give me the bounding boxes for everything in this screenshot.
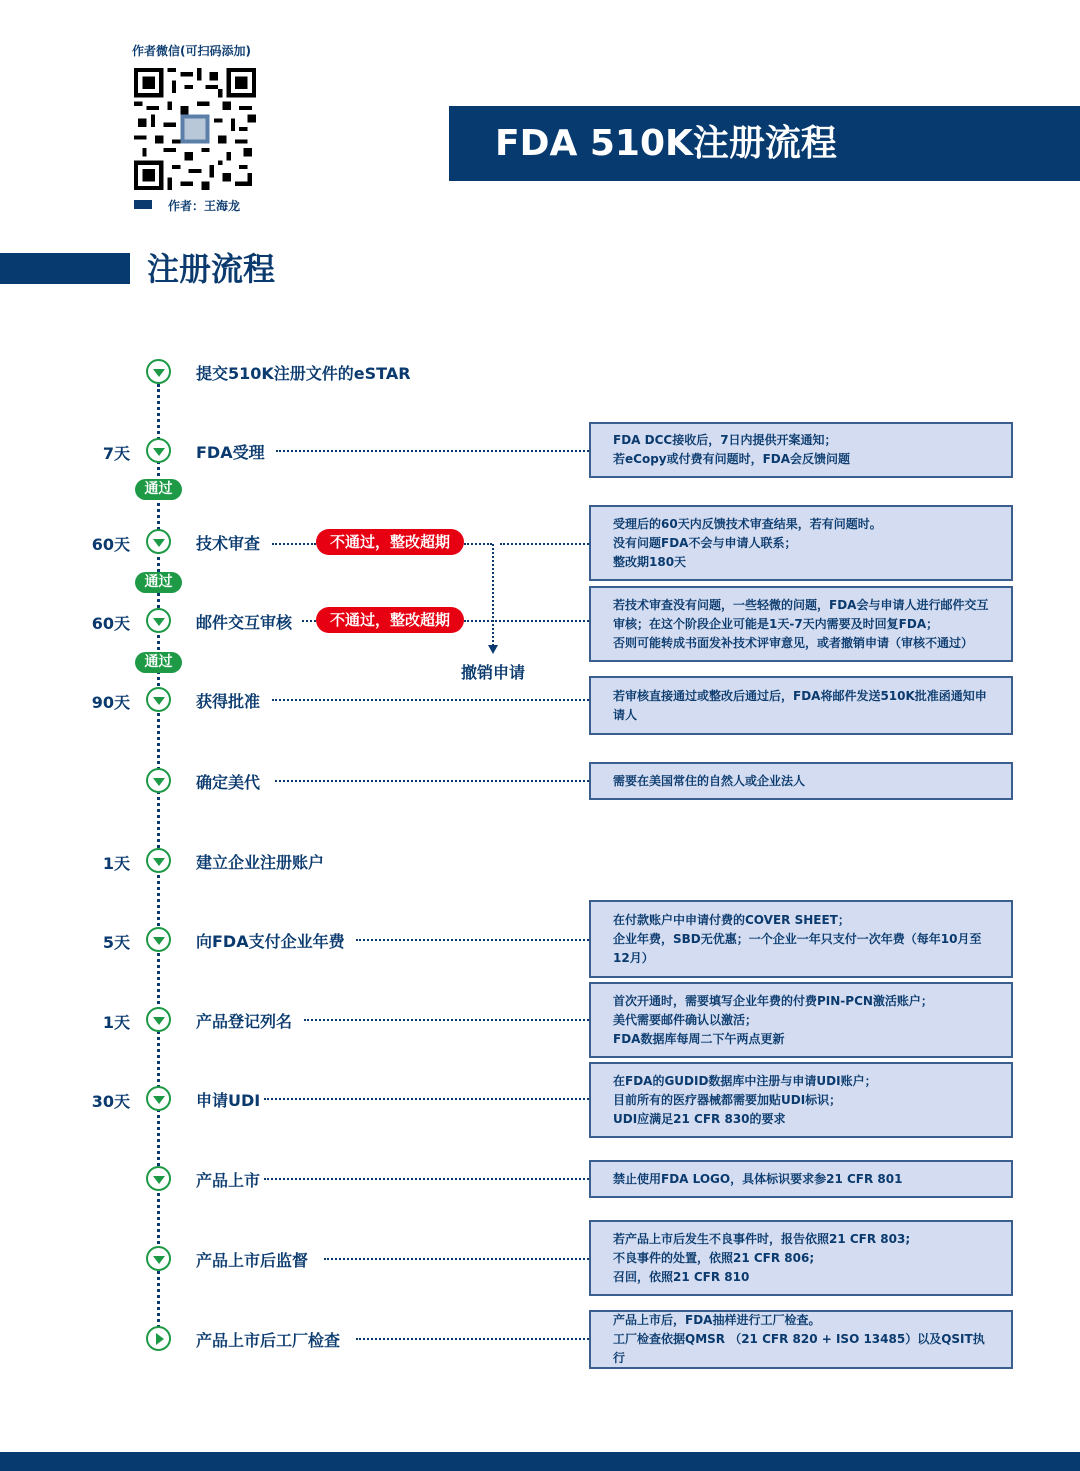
chevron-down-circle-icon — [146, 359, 171, 384]
step-days: 1天 — [102, 854, 130, 873]
step-label: 邮件交互审核 — [196, 613, 293, 632]
step-label: 获得批准 — [196, 692, 261, 711]
note-box — [589, 422, 1013, 478]
connector-line — [464, 543, 492, 545]
author-marker — [134, 200, 152, 209]
chevron-down-circle-icon — [146, 687, 171, 712]
note-line: FDA数据库每周二下午两点更新 — [613, 1031, 785, 1046]
section-accent-bar — [0, 253, 130, 284]
withdraw-branch-line — [492, 544, 494, 646]
step-label: 建立企业注册账户 — [196, 853, 325, 872]
note-line: 若eCopy或付费有问题时，FDA会反馈问题 — [613, 452, 851, 466]
chevron-down-circle-icon — [146, 438, 171, 463]
qr-caption: 作者微信(可扫码添加) — [132, 44, 251, 58]
note-box — [589, 1062, 1013, 1138]
step-days: 1天 — [102, 1013, 130, 1032]
chevron-down-circle-icon — [146, 768, 171, 793]
section-title: 注册流程 — [147, 250, 276, 288]
chevron-down-circle-icon — [146, 1086, 171, 1111]
pass-badge: 通过 — [135, 479, 182, 500]
step-label: 产品上市后工厂检查 — [196, 1331, 341, 1350]
note-box — [589, 1160, 1013, 1198]
author-name: 作者：王海龙 — [168, 199, 241, 213]
connector-line — [275, 780, 589, 782]
step-establishment-account — [0, 848, 600, 874]
note-line: 目前所有的医疗器械都需要加贴UDI标识； — [613, 1092, 842, 1107]
note-box — [589, 900, 1013, 978]
step-days: 60天 — [91, 614, 130, 633]
note-box — [589, 676, 1013, 735]
note-line: UDI应满足21 CFR 830的要求 — [613, 1111, 786, 1126]
chevron-down-circle-icon — [146, 529, 171, 554]
step-days: 30天 — [91, 1092, 130, 1111]
note-box — [589, 505, 1013, 581]
connector-line — [356, 939, 589, 941]
note-line: FDA DCC接收后，7日内提供开案通知； — [613, 433, 837, 447]
chevron-down-circle-icon — [146, 1246, 171, 1271]
connector-line — [500, 543, 589, 545]
step-label: 提交510K注册文件的eSTAR — [196, 364, 411, 383]
connector-line — [304, 1019, 589, 1021]
note-line: 美代需要邮件确认以激活； — [613, 1012, 758, 1027]
note-line: 在FDA的GUDID数据库中注册与申请UDI账户； — [613, 1073, 877, 1088]
note-line: 若技术审查没有问题，一些轻微的问题，FDA会与申请人进行邮件交互审核；在这个阶段企业可能是1天-7天内需要及时回复FDA； — [613, 597, 989, 631]
play-circle-icon — [146, 1326, 171, 1351]
chevron-down-circle-icon — [146, 927, 171, 952]
step-label: 向FDA支付企业年费 — [196, 932, 345, 951]
step-label: 确定美代 — [196, 773, 261, 792]
step-label: 产品登记列名 — [196, 1012, 293, 1031]
page-title: FDA 510K注册流程 — [449, 106, 1080, 181]
note-line: 若产品上市后发生不良事件时，报告依照21 CFR 803; — [613, 1231, 911, 1246]
note-line: 受理后的60天内反馈技术审查结果，若有问题时。 — [613, 516, 882, 531]
connector-line — [264, 1178, 589, 1180]
step-technical-review — [0, 529, 600, 555]
note-box — [589, 586, 1013, 662]
connector-line — [272, 699, 589, 701]
step-days: 7天 — [102, 444, 130, 463]
note-line: 工厂检查依据QMSR （21 CFR 820 + ISO 13485）以及QSIT执行 — [613, 1332, 985, 1365]
wechat-qr-code[interactable] — [134, 68, 256, 190]
note-line: 企业年费，SBD无优惠；一个企业一年只支付一次年费（每年10月至12月） — [613, 931, 982, 965]
step-days: 60天 — [91, 535, 130, 554]
step-submit-estar — [0, 359, 600, 385]
chevron-down-circle-icon — [146, 1166, 171, 1191]
fail-badge: 不通过，整改超期 — [316, 529, 464, 555]
withdraw-label: 撤销申请 — [461, 663, 526, 682]
connector-line — [324, 1258, 589, 1260]
note-line: 禁止使用FDA LOGO，具体标识要求参21 CFR 801 — [613, 1171, 903, 1186]
step-label: 产品上市后监督 — [196, 1251, 309, 1270]
connector-line — [356, 1338, 589, 1340]
connector-line — [302, 620, 316, 622]
note-line: 若审核直接通过或整改后通过后，FDA将邮件发送510K批准函通知申请人 — [613, 688, 987, 722]
footer-bar — [0, 1452, 1080, 1471]
arrow-down-icon — [488, 645, 498, 654]
fail-badge: 不通过，整改超期 — [316, 607, 464, 633]
step-label: 申请UDI — [196, 1091, 261, 1110]
pass-badge: 通过 — [135, 572, 182, 593]
step-days: 5天 — [102, 933, 130, 952]
note-line: 没有问题FDA不会与申请人联系； — [613, 535, 797, 550]
connector-line — [276, 450, 589, 452]
note-line: 在付款账户中申请付费的COVER SHEET； — [613, 912, 850, 927]
note-line: 需要在美国常住的自然人或企业法人 — [613, 773, 806, 788]
note-box — [589, 1220, 1013, 1296]
note-box — [589, 982, 1013, 1058]
step-days: 90天 — [91, 693, 130, 712]
note-line: 首次开通时，需要填写企业年费的付费PIN-PCN激活账户； — [613, 993, 933, 1008]
chevron-down-circle-icon — [146, 1007, 171, 1032]
note-line: 否则可能转成书面发补技术评审意见，或者撤销申请（审核不通过） — [613, 635, 974, 650]
connector-line — [272, 543, 316, 545]
note-box — [589, 762, 1013, 800]
connector-line — [464, 620, 589, 622]
note-line: 不良事件的处置，依照21 CFR 806; — [613, 1250, 815, 1265]
step-label: 技术审查 — [196, 534, 261, 553]
step-label: FDA受理 — [196, 443, 265, 462]
pass-badge: 通过 — [135, 652, 182, 673]
note-line: 召回，依照21 CFR 810 — [613, 1269, 750, 1284]
step-label: 产品上市 — [196, 1171, 261, 1190]
chevron-down-circle-icon — [146, 848, 171, 873]
note-box — [589, 1310, 1013, 1369]
note-line: 产品上市后，FDA抽样进行工厂检查。 — [613, 1313, 821, 1327]
chevron-down-circle-icon — [146, 608, 171, 633]
note-line: 整改期180天 — [613, 554, 687, 569]
connector-line — [264, 1098, 589, 1100]
